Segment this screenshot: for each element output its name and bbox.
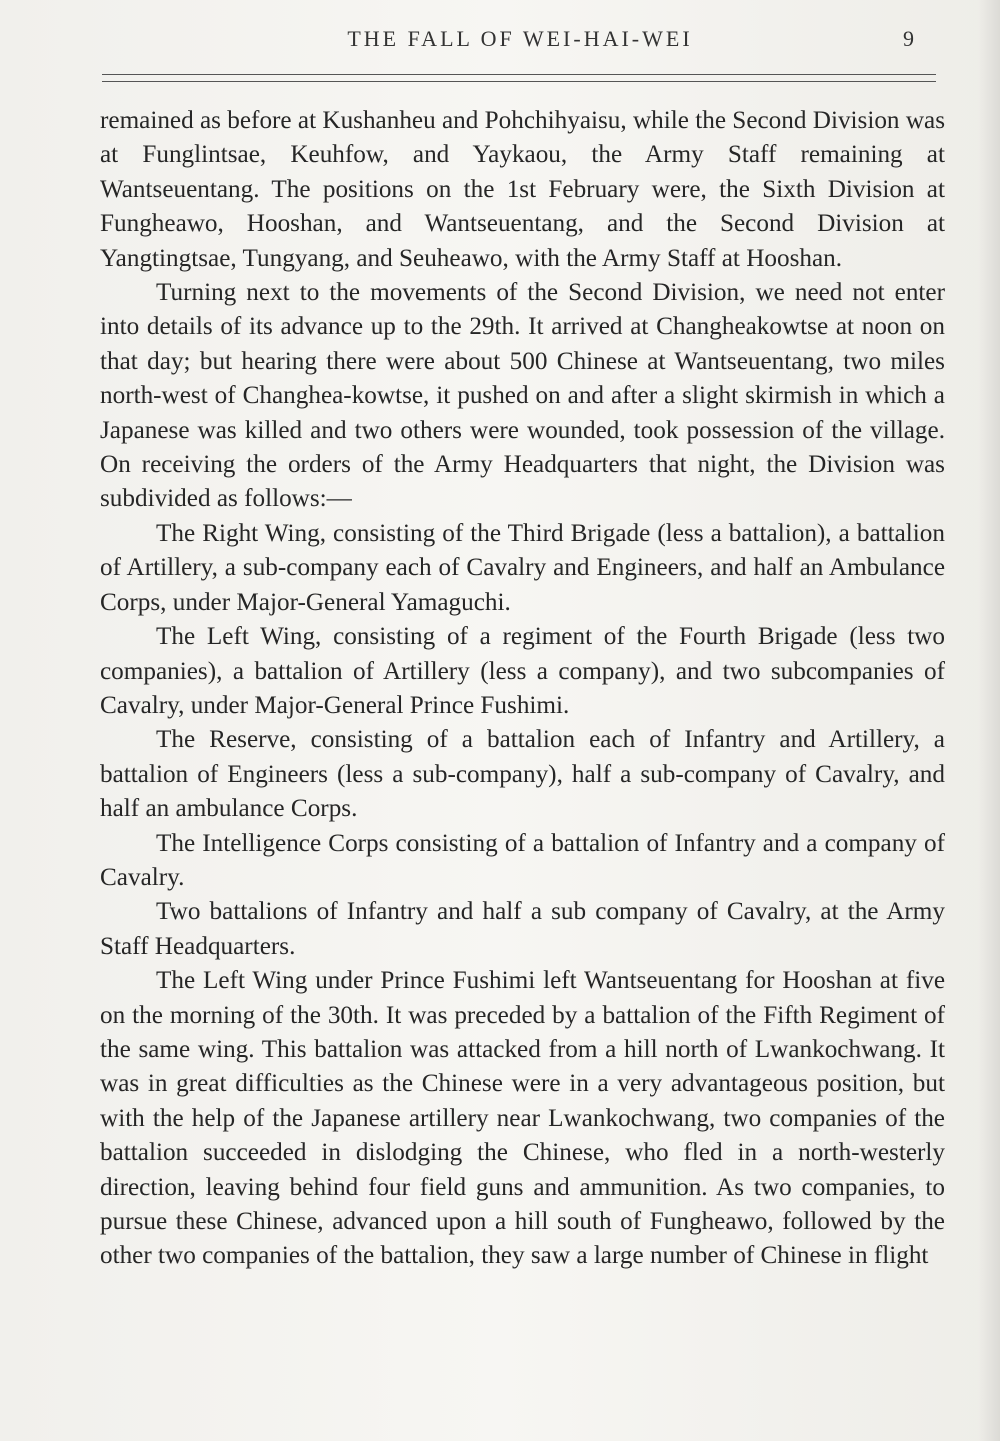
- paragraph-reserve: The Reserve, consisting of a battalion each of Infantry and Artillery, a battalion of Engineers (less a sub-company), half a sub-company of Cavalry, and half an ambulance Corps.: [100, 726, 945, 823]
- paragraph-intelligence-corps: The Intelligence Corps consisting of a battalion of Infantry and a company of Cavalry.: [100, 829, 945, 891]
- paragraph-second-division: Turning next to the movements of the Second Division, we need not enter into details of its advance up to the 29th. It arrived at Changheakowtse at noon on that day; but hearing there were about 500 Chinese at Wantseuentang, two miles north-west of Changhea-kowtse, it pushed on and after a slight skirmish in which a Japanese was killed and two others were wounded, took possession of the village. On receiving the orders of the Army Headquarters that night, the Division was subdivided as follows:—: [100, 279, 945, 513]
- paragraph-continued: remained as before at Kushanheu and Pohchihyaisu, while the Second Division was at Funglintsae, Keuhfow, and Yaykaou, the Army Staff remaining at Wantseuentang. The positions on the 1st February were, the Sixth Division at Fungheawo, Hooshan, and Wantseuentang, and the Second Division at Yangtingtsae, Tungyang, and Seuheawo, with the Army Staff at Hooshan.: [100, 107, 945, 272]
- paragraph-staff-battalions: Two battalions of Infantry and half a sub company of Cavalry, at the Army Staff Headquarters.: [100, 898, 945, 960]
- header-rule-top: [102, 74, 936, 75]
- header-rule-bottom: [102, 81, 936, 82]
- page-header: [100, 26, 940, 56]
- paragraph-right-wing: The Right Wing, consisting of the Third Brigade (less a battalion), a battalion of Artillery, a sub-company each of Cavalry and Engineers, and half an Ambulance Corps, under Major-General Yamaguchi.: [100, 519, 945, 616]
- page-number: 9: [903, 26, 914, 51]
- page-edge-shadow: [978, 0, 1000, 1441]
- paragraph-left-wing-advance: The Left Wing under Prince Fushimi left Wantseuentang for Hooshan at five on the morning of the 30th. It was preceded by a battalion of the Fifth Regiment of the same wing. This battalion was attacked from a hill north of Lwankochwang. It was in great difficulties as the Chinese were in a very advantageous position, but with the help of the Japanese artillery near Lwankochwang, two companies of the battalion succeeded in dislodging the Chinese, who fled in a north-westerly direction, leaving behind four field guns and ammunition. As two companies, to pursue these Chinese, advanced upon a hill south of Fungheawo, followed by the other two companies of the battalion, they saw a large number of Chinese in flight: [100, 967, 945, 1270]
- running-title: THE FALL OF WEI-HAI-WEI: [347, 26, 693, 51]
- body-text: [100, 104, 945, 1274]
- paragraph-left-wing: The Left Wing, consisting of a regiment of the Fourth Brigade (less two companies), a battalion of Artillery (less a company), and two subcompanies of Cavalry, under Major-General Prince Fushimi.: [100, 623, 945, 719]
